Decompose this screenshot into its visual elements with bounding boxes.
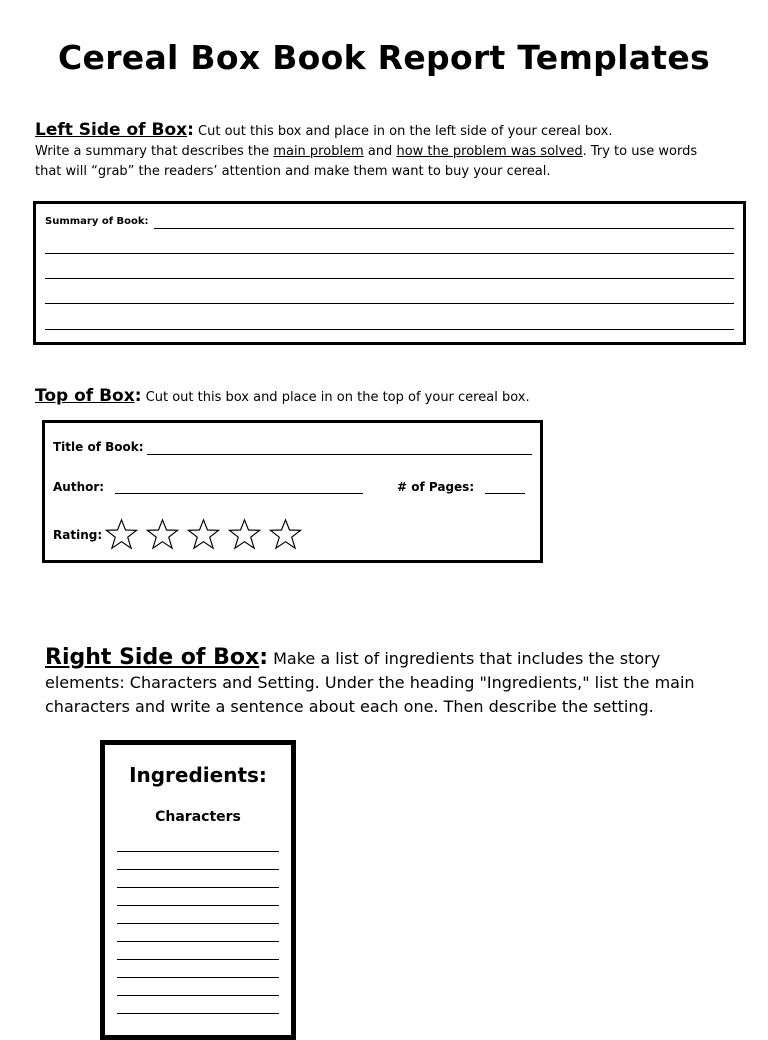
top-heading: Top of Box (35, 386, 135, 406)
right-side-heading: Right Side of Box (45, 645, 260, 670)
left-side-instruction: Cut out this box and place in on the left side of your cereal box. (193, 124, 613, 139)
summary-line-2[interactable] (45, 253, 734, 254)
title-of-book-line[interactable] (147, 454, 532, 455)
star-icon[interactable] (267, 518, 304, 550)
pages-label: # of Pages: (397, 480, 475, 494)
star-icon[interactable] (226, 518, 263, 550)
summary-line-5[interactable] (45, 329, 734, 330)
ingredient-line[interactable] (117, 977, 279, 978)
author-line[interactable] (115, 493, 363, 494)
left-side-main-problem: main problem (273, 144, 364, 159)
author-label: Author: (53, 480, 105, 494)
summary-line-1[interactable] (154, 228, 734, 229)
ingredient-line[interactable] (117, 995, 279, 996)
ingredient-line[interactable] (117, 869, 279, 870)
top-box (42, 420, 543, 563)
summary-line-4[interactable] (45, 303, 734, 304)
left-side-line3: that will “grab” the readers’ attention and make them want to buy your cereal. (35, 164, 551, 179)
star-icon[interactable] (103, 518, 140, 550)
rating-label: Rating: (53, 528, 103, 542)
ingredient-line[interactable] (117, 887, 279, 888)
left-side-line2-a: Write a summary that describes the (35, 144, 274, 159)
right-side-instructions (45, 646, 735, 719)
left-side-instructions (35, 120, 735, 182)
left-side-colon: : (187, 120, 194, 140)
star-icon[interactable] (185, 518, 222, 550)
right-side-instruction: Make a list of ingredients that includes the story elements: Characters and Setting. Under the heading "Ingredients," list the main characters and write a sentence about each one. Then describe the setting. (45, 649, 695, 716)
top-instructions (35, 386, 735, 408)
ingredient-line[interactable] (117, 851, 279, 852)
characters-subtitle: Characters (155, 809, 241, 825)
top-colon: : (134, 386, 142, 406)
ingredient-line[interactable] (117, 905, 279, 906)
ingredient-line[interactable] (117, 941, 279, 942)
summary-label: Summary of Book: (45, 216, 149, 227)
ingredient-line[interactable] (117, 923, 279, 924)
left-side-problem-solved: how the problem was solved (396, 144, 583, 159)
left-side-line2-c: . Try to use words (582, 144, 698, 159)
ingredient-line[interactable] (117, 1013, 279, 1014)
right-side-colon: : (259, 645, 269, 670)
title-of-book-label: Title of Book: (53, 440, 144, 454)
ingredients-title: Ingredients: (129, 763, 267, 787)
left-side-line2-b: and (363, 144, 397, 159)
left-side-heading: Left Side of Box (35, 120, 188, 140)
page-title: Cereal Box Book Report Templates (58, 38, 710, 77)
ingredients-box (100, 740, 296, 1040)
summary-line-3[interactable] (45, 278, 734, 279)
star-icon[interactable] (144, 518, 181, 550)
top-instruction: Cut out this box and place in on the top of your cereal box. (141, 390, 530, 405)
pages-line[interactable] (485, 493, 525, 494)
summary-box (33, 201, 746, 345)
ingredient-line[interactable] (117, 959, 279, 960)
rating-stars[interactable] (103, 518, 304, 550)
